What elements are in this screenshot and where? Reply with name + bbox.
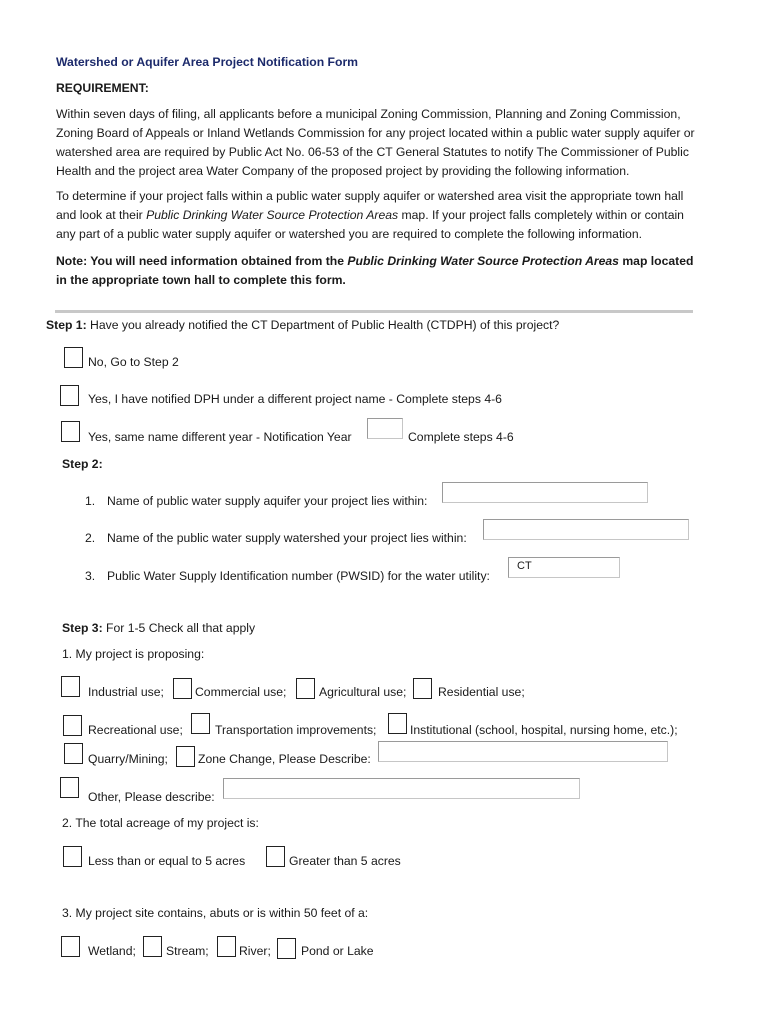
- pwsid-field[interactable]: CT: [508, 557, 620, 578]
- quarry-label: Quarry/Mining;: [88, 752, 168, 766]
- transportation-checkbox[interactable]: [191, 713, 210, 734]
- step1-yes-same-suffix: Complete steps 4-6: [408, 430, 514, 444]
- step1-yes-same-label: Yes, same name different year - Notification Year: [88, 430, 352, 444]
- watershed-name-field[interactable]: [483, 519, 689, 540]
- less-5-acres-checkbox[interactable]: [63, 846, 82, 867]
- section-divider: [55, 310, 693, 313]
- industrial-checkbox[interactable]: [61, 676, 80, 697]
- step2-item-num: 2.: [85, 531, 96, 545]
- stream-label: Stream;: [166, 944, 209, 958]
- zone-change-checkbox[interactable]: [176, 746, 195, 767]
- transportation-label: Transportation improvements;: [215, 723, 377, 737]
- determine-line: any part of a public water supply aquifer or watershed you are required to complete the following information.: [56, 227, 642, 241]
- pond-lake-label: Pond or Lake: [301, 944, 374, 958]
- requirement-line: Zoning Board of Appeals or Inland Wetlands Commission for any project located within a public water supply aquifer or: [56, 126, 695, 140]
- other-describe-field[interactable]: [223, 778, 580, 799]
- aquifer-name-field[interactable]: [442, 482, 648, 503]
- agricultural-checkbox[interactable]: [296, 678, 315, 699]
- institutional-label: Institutional (school, hospital, nursing home, etc.);: [410, 723, 678, 737]
- step1-no-checkbox[interactable]: [64, 347, 83, 368]
- watershed-name-label: Name of the public water supply watershed your project lies within:: [107, 531, 467, 545]
- commercial-label: Commercial use;: [195, 685, 287, 699]
- step1-label: Step 1:: [46, 318, 87, 332]
- residential-checkbox[interactable]: [413, 678, 432, 699]
- page-title: Watershed or Aquifer Area Project Notification Form: [56, 55, 359, 69]
- notification-year-field[interactable]: [367, 418, 403, 439]
- greater-5-acres-label: Greater than 5 acres: [289, 854, 401, 868]
- step1-yes-different-checkbox[interactable]: [60, 385, 79, 406]
- step2-label: Step 2:: [62, 457, 103, 471]
- residential-label: Residential use;: [438, 685, 525, 699]
- step1-no-label: No, Go to Step 2: [88, 355, 179, 369]
- step3-label: Step 3:: [62, 621, 103, 635]
- greater-5-acres-checkbox[interactable]: [266, 846, 285, 867]
- q3-label: 3. My project site contains, abuts or is within 50 feet of a:: [62, 906, 369, 920]
- note-map-name: Public Drinking Water Source Protection Areas: [347, 254, 619, 268]
- recreational-label: Recreational use;: [88, 723, 183, 737]
- institutional-checkbox[interactable]: [388, 713, 407, 734]
- zone-change-label: Zone Change, Please Describe:: [198, 752, 371, 766]
- commercial-checkbox[interactable]: [173, 678, 192, 699]
- pwsid-label: Public Water Supply Identification number (PWSID) for the water utility:: [107, 569, 490, 583]
- pond-lake-checkbox[interactable]: [277, 938, 296, 959]
- requirement-line: watershed area are required by Public Act No. 06-53 of the CT General Statutes to notify The Commissioner of Public: [56, 145, 689, 159]
- wetland-label: Wetland;: [88, 944, 136, 958]
- requirement-heading: REQUIREMENT:: [56, 81, 149, 95]
- other-label: Other, Please describe:: [88, 790, 215, 804]
- recreational-checkbox[interactable]: [63, 715, 82, 736]
- wetland-checkbox[interactable]: [61, 936, 80, 957]
- step1-question: Step 1: Have you already notified the CT Department of Public Health (CTDPH) of this project?: [46, 318, 560, 332]
- zone-change-field[interactable]: [378, 741, 668, 762]
- stream-checkbox[interactable]: [143, 936, 162, 957]
- determine-line: To determine if your project falls within a public water supply aquifer or watershed area visit the appropriate town hall: [56, 189, 684, 203]
- agricultural-label: Agricultural use;: [319, 685, 407, 699]
- industrial-label: Industrial use;: [88, 685, 164, 699]
- note-paragraph: [56, 252, 736, 290]
- q2-label: 2. The total acreage of my project is:: [62, 816, 259, 830]
- q1-label: 1. My project is proposing:: [62, 647, 205, 661]
- step1-yes-same-checkbox[interactable]: [61, 421, 80, 442]
- requirement-paragraph: [56, 105, 736, 181]
- map-name: Public Drinking Water Source Protection Areas: [146, 208, 399, 222]
- determine-paragraph: [56, 187, 736, 244]
- determine-line: and look at their Public Drinking Water Source Protection Areas map. If your project falls completely within or contain: [56, 208, 684, 222]
- river-checkbox[interactable]: [217, 936, 236, 957]
- quarry-checkbox[interactable]: [64, 743, 83, 764]
- note-line: Note: You will need information obtained from the Public Drinking Water Source Protection Areas map located: [56, 254, 694, 268]
- aquifer-name-label: Name of public water supply aquifer your project lies within:: [107, 494, 428, 508]
- step2-item-num: 3.: [85, 569, 96, 583]
- note-line: in the appropriate town hall to complete this form.: [56, 273, 346, 287]
- step3-heading: Step 3: For 1-5 Check all that apply: [62, 621, 256, 635]
- other-checkbox[interactable]: [60, 777, 79, 798]
- step2-item-num: 1.: [85, 494, 96, 508]
- river-label: River;: [239, 944, 271, 958]
- less-5-acres-label: Less than or equal to 5 acres: [88, 854, 246, 868]
- requirement-line: Health and the project area Water Company of the proposed project by providing the following information.: [56, 164, 630, 178]
- step1-yes-different-label: Yes, I have notified DPH under a different project name - Complete steps 4-6: [88, 392, 502, 406]
- requirement-line: Within seven days of filing, all applicants before a municipal Zoning Commission, Planning and Zoning Commission,: [56, 107, 681, 121]
